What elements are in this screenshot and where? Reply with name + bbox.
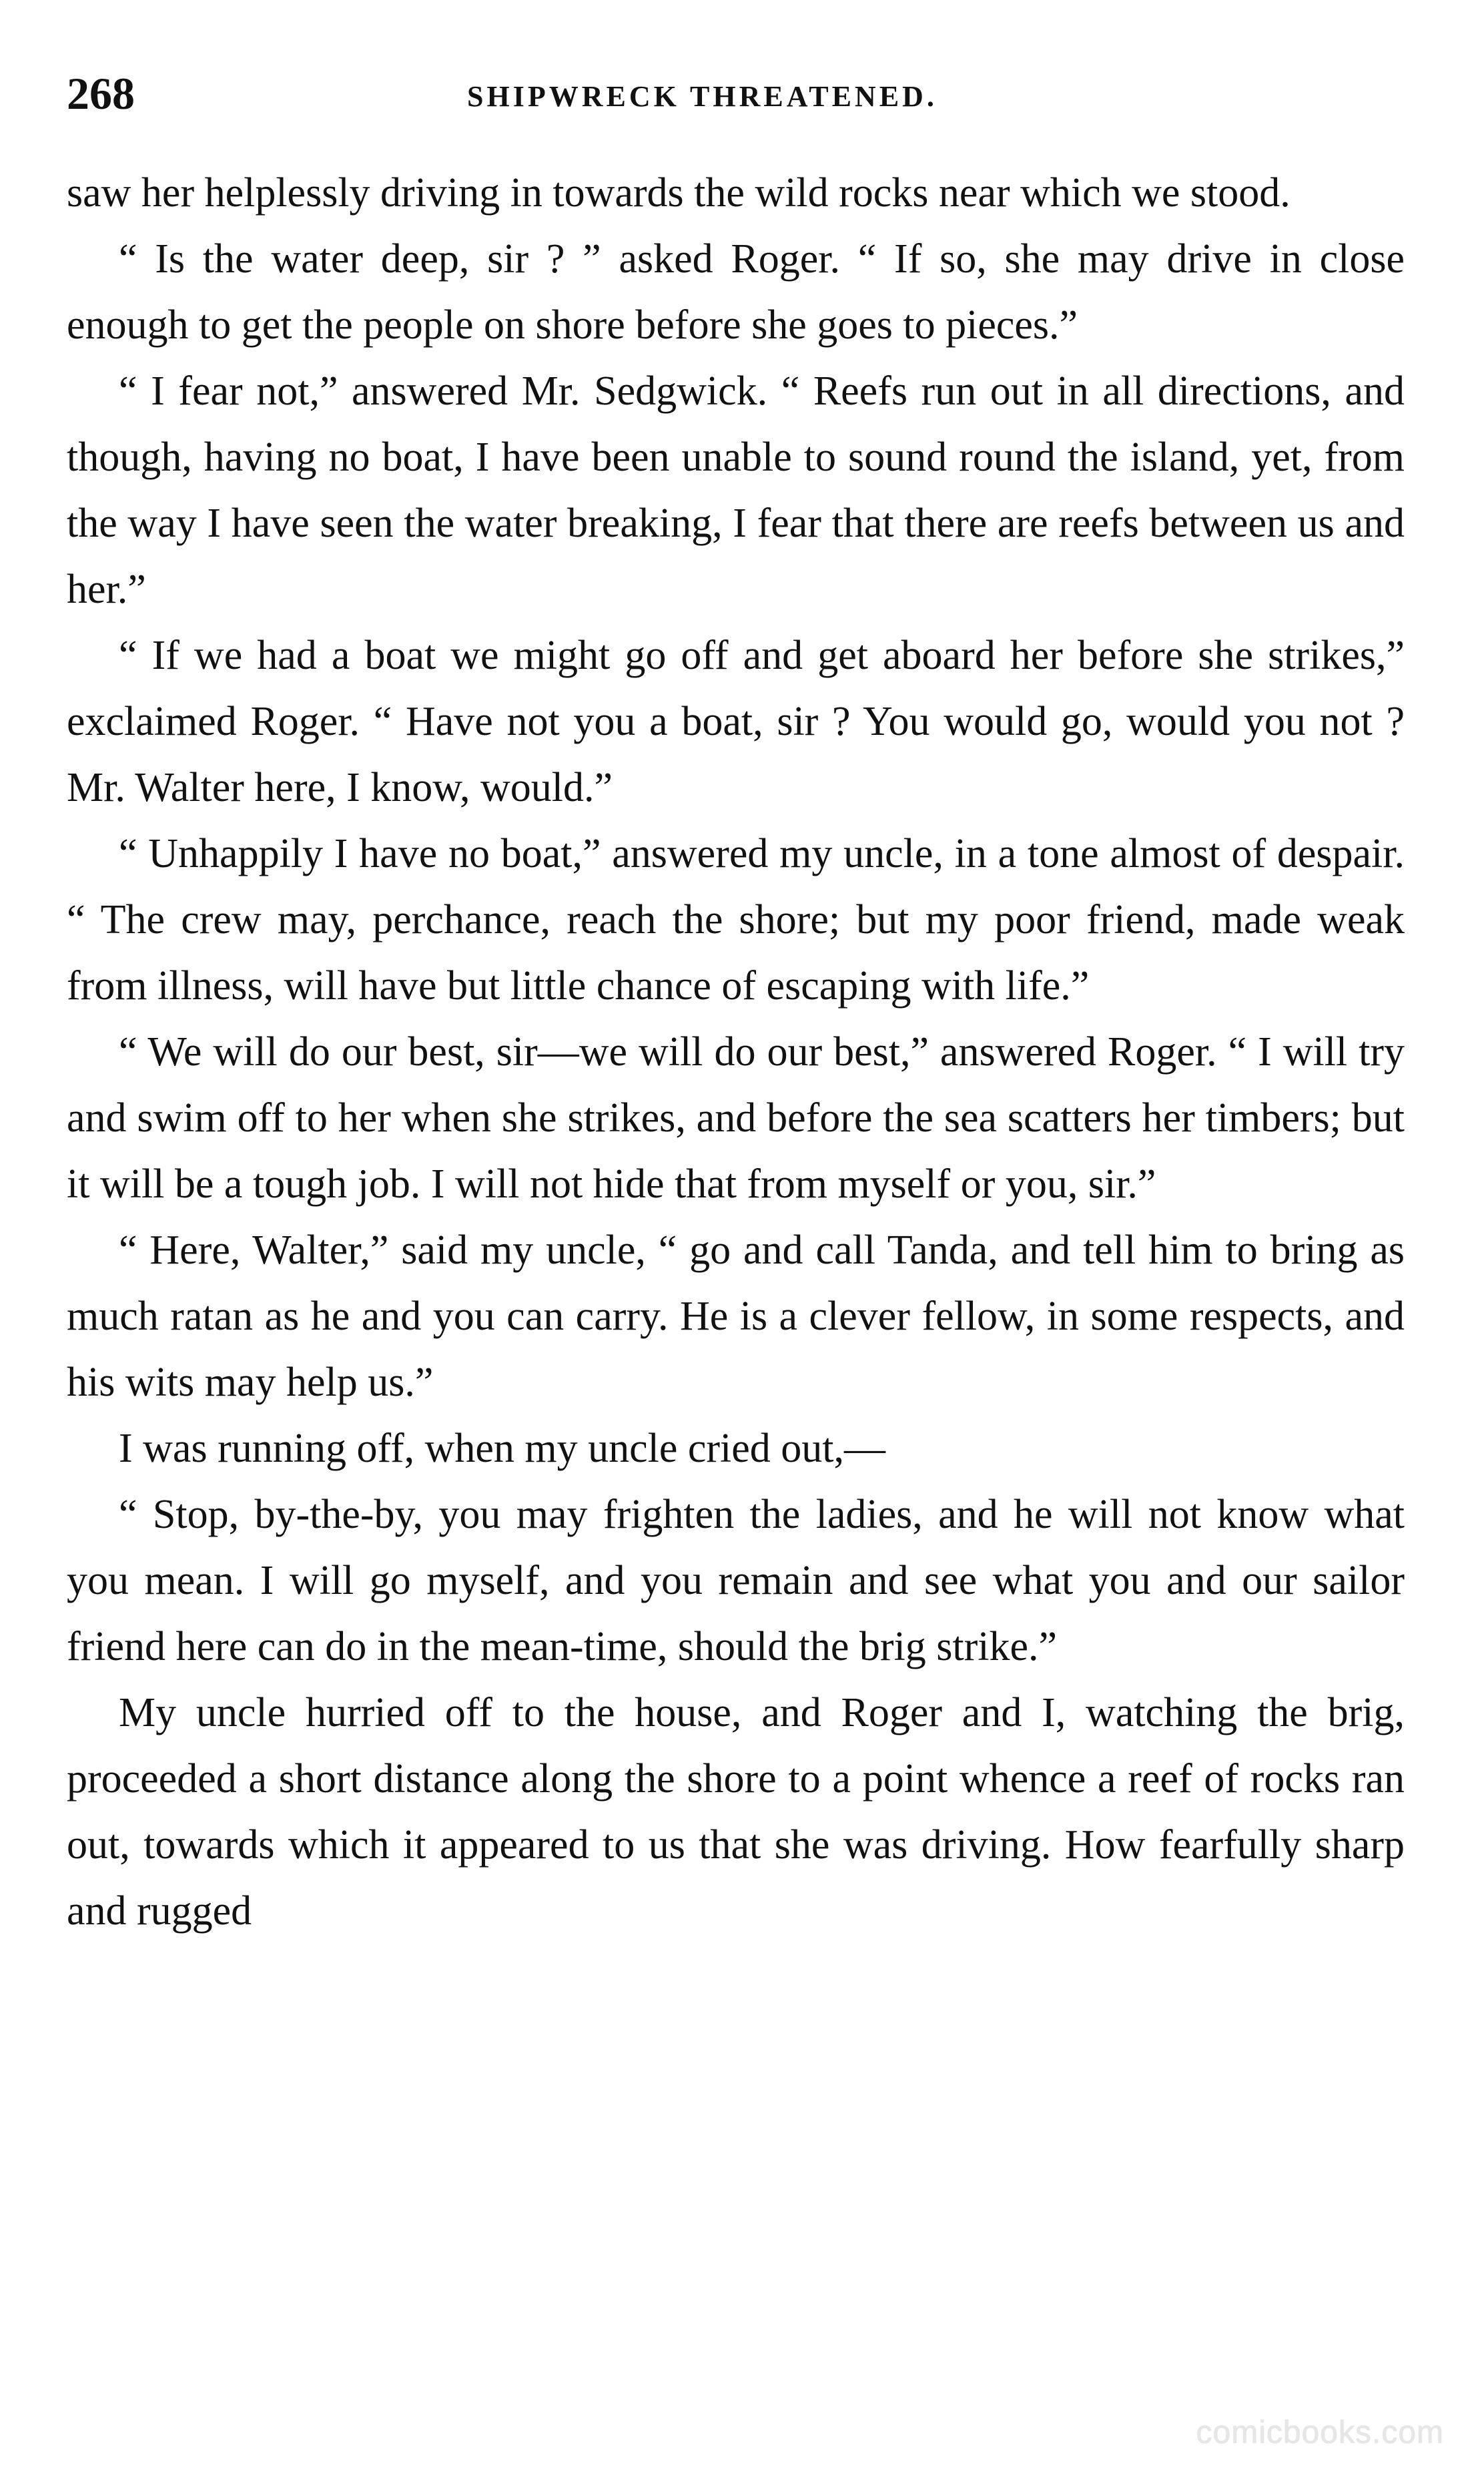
body-text [67, 160, 1405, 1944]
watermark-text: comicbooks.com [1196, 2415, 1444, 2450]
paragraph: “ We will do our best, sir—we will do our best,” answered Roger. “ I will try and swim off to her when she strikes, and before the sea scatters her timbers; but it will be a tough job. I will not hide that from myself or you, sir.” [67, 1029, 1405, 1207]
paragraph: “ Here, Walter,” said my uncle, “ go and call Tanda, and tell him to bring as much ratan as he and you can carry. He is a clever fellow, in some respects, and his wits may help us.” [67, 1227, 1405, 1405]
page-header [67, 53, 1401, 133]
paragraph: “ I fear not,” answered Mr. Sedgwick. “ Reefs run out in all directions, and though, having no boat, I have been unable to sound round the island, yet, from the way I have seen the water breaking, I fear that there are reefs between us and her.” [67, 368, 1405, 612]
page-number: 268 [67, 68, 135, 119]
paragraph: “ Stop, by-the-by, you may frighten the ladies, and he will not know what you mean. I will go myself, and you remain and see what you and our sailor friend here can do in the mean-time, should the brig strike.” [67, 1492, 1405, 1669]
paragraph: My uncle hurried off to the house, and Roger and I, watching the brig, proceeded a short distance along the shore to a point whence a reef of rocks ran out, towards which it appeared to us that she was driving. How fearfully sharp and rugged [67, 1690, 1405, 1934]
paragraph: “ If we had a boat we might go off and get aboard her before she strikes,” exclaimed Roger. “ Have not you a boat, sir ? You would go, would you not ? Mr. Walter here, I know, would.” [67, 633, 1405, 810]
running-title: SHIPWRECK THREATENED. [467, 80, 938, 113]
paragraph: “ Unhappily I have no boat,” answered my uncle, in a tone almost of despair. “ The crew may, perchance, reach the shore; but my poor friend, made weak from illness, will have but little chance of escaping with life.” [67, 831, 1405, 1009]
paragraph-continuation: saw her helplessly driving in towards the wild rocks near which we stood. [67, 170, 1290, 216]
paragraph: “ Is the water deep, sir ? ” asked Roger. “ If so, she may drive in close enough to get the people on shore before she goes to pieces.” [67, 236, 1405, 348]
paragraph: I was running off, when my uncle cried out,— [119, 1426, 886, 1471]
